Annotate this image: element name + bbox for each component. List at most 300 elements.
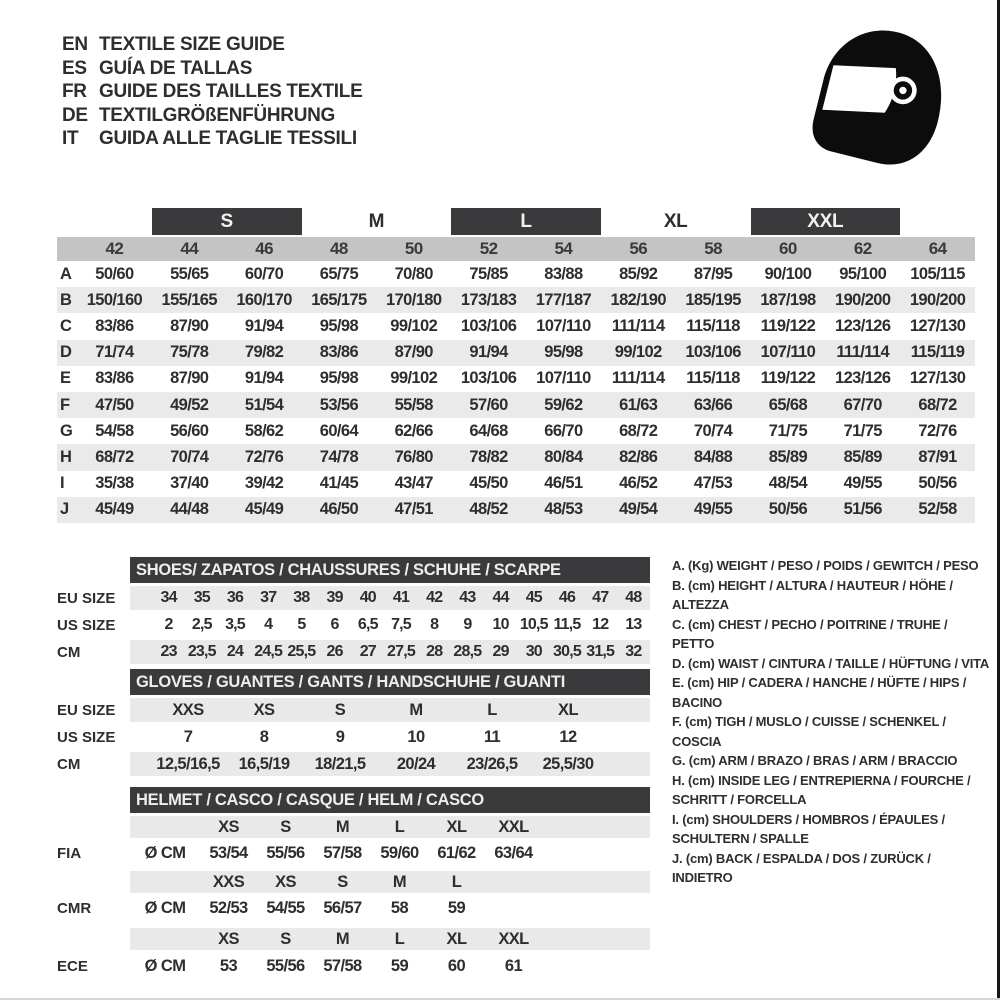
size-cell: 10 xyxy=(407,727,425,746)
size-cell: 111/114 xyxy=(611,316,665,335)
row-sizes xyxy=(130,816,650,838)
size-header-cell: XS xyxy=(218,929,239,948)
size-cell: 70/74 xyxy=(693,421,733,440)
language-title: GUÍA DE TALLAS xyxy=(99,57,253,79)
size-cell: 67/70 xyxy=(843,395,882,414)
size-cell: 127/130 xyxy=(909,369,966,388)
size-header-cell: M xyxy=(392,872,407,891)
table-row xyxy=(57,894,650,922)
column-header: 64 xyxy=(928,239,947,258)
size-cell: 8 xyxy=(430,616,439,633)
column-header: 54 xyxy=(554,239,573,258)
size-cell: 28 xyxy=(426,643,443,660)
size-cell: 46 xyxy=(558,589,576,606)
language-row xyxy=(62,80,362,104)
size-cell: 61 xyxy=(504,956,523,975)
row-values xyxy=(130,698,650,722)
size-group-header-row xyxy=(57,208,975,235)
table-row xyxy=(57,952,650,980)
size-cell: 45/50 xyxy=(469,474,508,493)
size-cell: 111/114 xyxy=(836,343,890,362)
column-header: 50 xyxy=(404,239,423,258)
size-cell: 54/58 xyxy=(95,421,134,440)
size-cell: 11,5 xyxy=(553,616,581,633)
size-cell: 99/102 xyxy=(390,316,438,335)
size-cell: 10,5 xyxy=(519,616,548,633)
size-cell: 59 xyxy=(447,898,466,917)
size-cell: 41/45 xyxy=(319,474,359,493)
row-letter: C xyxy=(60,316,72,335)
legend-item: F. (cm) TIGH / MUSLO / CUISSE / SCHENKEL / COSCIA xyxy=(672,714,946,749)
size-cell: 27 xyxy=(359,643,376,660)
size-cell: 70/74 xyxy=(170,447,209,466)
size-cell: 8 xyxy=(259,727,269,746)
size-cell: 26 xyxy=(326,643,343,660)
size-cell: 5 xyxy=(297,616,306,633)
racing-helmet-icon xyxy=(803,24,959,168)
row-values xyxy=(130,640,650,664)
size-cell: 44 xyxy=(492,589,509,606)
size-cell: 49/52 xyxy=(170,395,209,414)
size-cell: 190/200 xyxy=(909,290,966,309)
size-cell: 103/106 xyxy=(460,369,517,388)
size-cell: 48/54 xyxy=(768,474,808,493)
size-cell: 23 xyxy=(160,643,177,660)
size-cell: 47 xyxy=(592,589,609,606)
language-title: GUIDE DES TAILLES TEXTILE xyxy=(99,81,363,102)
helmet-size-table xyxy=(57,787,650,980)
size-cell: 71/75 xyxy=(843,421,882,440)
size-cell: 56/57 xyxy=(323,898,362,917)
size-cell: 91/94 xyxy=(244,316,284,335)
size-cell: 58 xyxy=(390,898,409,917)
size-cell: 64/68 xyxy=(469,421,508,440)
size-cell: 103/106 xyxy=(460,316,517,335)
size-group-m: M xyxy=(368,210,385,232)
size-cell: 68/72 xyxy=(95,447,134,466)
table-row xyxy=(57,928,650,950)
size-header-cell: M xyxy=(335,929,350,948)
size-cell: 66/70 xyxy=(544,421,583,440)
column-header: 42 xyxy=(105,239,124,258)
unit-cell: Ø CM xyxy=(144,843,186,862)
size-cell: 4 xyxy=(264,616,273,633)
row-label: CM xyxy=(57,755,81,773)
size-cell: 49/54 xyxy=(619,500,658,519)
row-label: CM xyxy=(57,643,81,661)
row-sizes xyxy=(130,928,650,950)
column-header-row xyxy=(57,237,975,261)
size-cell: 82/86 xyxy=(619,447,658,466)
size-cell: 71/74 xyxy=(95,343,134,362)
gloves-table-title: GLOVES / GUANTES / GANTS / HANDSCHUHE / GUANTI xyxy=(130,669,650,695)
language-title: TEXTILGRÖßENFÜHRUNG xyxy=(99,104,336,126)
size-cell: 48/53 xyxy=(544,500,583,519)
size-cell: 59 xyxy=(390,956,409,975)
size-group-s: S xyxy=(152,208,302,235)
table-row xyxy=(57,313,975,339)
legend-item: E. (cm) HIP / CADERA / HANCHE / HÜFTE / HIPS / BACINO xyxy=(672,675,967,710)
size-cell: 23/26,5 xyxy=(466,754,518,773)
size-cell: XL xyxy=(558,700,578,719)
table-row xyxy=(57,752,650,776)
size-cell: 30 xyxy=(525,643,542,660)
size-cell: 103/106 xyxy=(685,343,741,362)
column-header: 60 xyxy=(779,239,797,258)
size-cell: 95/98 xyxy=(319,369,359,388)
size-cell: 55/56 xyxy=(266,956,305,975)
legend-item: C. (cm) CHEST / PECHO / POITRINE / TRUHE / PETTO xyxy=(672,616,948,651)
gloves-size-table xyxy=(57,669,650,776)
size-cell: 87/90 xyxy=(170,369,209,388)
size-cell: XS xyxy=(253,700,275,719)
legend-item: B. (cm) HEIGHT / ALTURA / HAUTEUR / HÖHE / ALTEZZA xyxy=(672,577,953,612)
size-cell: 84/88 xyxy=(693,447,733,466)
size-cell: M xyxy=(409,700,423,719)
size-cell: 29 xyxy=(492,643,509,660)
size-cell: 42 xyxy=(426,589,443,606)
size-cell: 61/62 xyxy=(437,843,476,862)
language-row xyxy=(62,57,362,81)
size-cell: 83/86 xyxy=(319,343,359,362)
size-cell: 40 xyxy=(359,589,376,606)
size-cell: 127/130 xyxy=(909,316,966,335)
size-cell: 51/54 xyxy=(244,395,284,414)
size-cell: 38 xyxy=(293,589,310,606)
size-cell: 39/42 xyxy=(244,474,284,493)
size-cell: 39 xyxy=(326,589,343,606)
table-row xyxy=(57,261,975,287)
shoes-table-title: SHOES/ ZAPATOS / CHAUSSURES / SCHUHE / SCARPE xyxy=(130,557,650,583)
size-cell: 35 xyxy=(193,589,210,606)
column-header: 46 xyxy=(255,239,273,258)
row-label: US SIZE xyxy=(57,616,116,634)
column-header: 56 xyxy=(629,239,648,258)
legend-item: G. (cm) ARM / BRAZO / BRAS / ARM / BRACCIO xyxy=(672,753,958,768)
row-sizes xyxy=(130,871,650,893)
size-cell: 24 xyxy=(226,643,244,660)
row-label: EU SIZE xyxy=(57,701,116,719)
size-cell: 11 xyxy=(483,727,501,746)
row-letter: J xyxy=(60,500,70,519)
size-cell: 62/66 xyxy=(394,421,433,440)
table-row xyxy=(57,497,975,523)
size-header-cell: XS xyxy=(275,872,296,891)
size-cell: 68/72 xyxy=(918,395,957,414)
size-cell: 32 xyxy=(625,643,642,660)
size-cell: 90/100 xyxy=(764,264,812,283)
size-cell: 170/180 xyxy=(386,290,442,309)
unit-cell: Ø CM xyxy=(144,898,186,917)
size-cell: 27,5 xyxy=(387,643,415,660)
size-cell: 48 xyxy=(625,589,642,606)
column-header: 58 xyxy=(704,239,722,258)
size-cell: 49/55 xyxy=(693,500,733,519)
textile-size-table xyxy=(57,208,975,523)
size-cell: 75/78 xyxy=(170,343,209,362)
row-letter: F xyxy=(60,395,71,414)
size-cell: 56/60 xyxy=(170,421,209,440)
size-cell: 46/52 xyxy=(619,474,658,493)
size-cell: 59/62 xyxy=(544,395,583,414)
row-label-fia: FIA xyxy=(57,844,82,862)
row-letter: I xyxy=(60,474,65,493)
size-cell: 28,5 xyxy=(453,643,482,660)
row-values xyxy=(130,586,650,610)
row-letter: D xyxy=(60,343,72,362)
size-cell: 115/119 xyxy=(910,343,965,362)
unit-cell: Ø CM xyxy=(144,956,186,975)
size-cell: 23,5 xyxy=(187,643,216,660)
size-cell: 30,5 xyxy=(553,643,581,660)
size-cell: 37 xyxy=(260,589,277,606)
size-cell: 9 xyxy=(463,616,472,633)
row-label: EU SIZE xyxy=(57,589,116,607)
size-cell: 45 xyxy=(525,589,542,606)
language-code: ES xyxy=(62,57,87,79)
size-cell: 87/90 xyxy=(170,316,209,335)
size-cell: 115/118 xyxy=(686,316,740,335)
table-row xyxy=(57,340,975,366)
size-cell: 173/183 xyxy=(460,290,517,309)
size-cell: 75/85 xyxy=(469,264,508,283)
table-row xyxy=(57,698,650,722)
size-cell: 119/122 xyxy=(760,316,816,335)
size-cell: 46/51 xyxy=(544,474,583,493)
language-title: TEXTILE SIZE GUIDE xyxy=(99,34,285,55)
size-cell: 63/66 xyxy=(693,395,733,414)
size-cell: 107/110 xyxy=(760,343,816,362)
size-header-cell: M xyxy=(335,817,350,836)
size-header-cell: L xyxy=(394,817,405,836)
size-cell: 46/50 xyxy=(319,500,359,519)
size-cell: 12 xyxy=(559,727,577,746)
size-cell: 57/60 xyxy=(469,395,508,414)
size-cell: S xyxy=(334,700,346,719)
size-cell: 52/58 xyxy=(918,500,957,519)
table-row xyxy=(57,287,975,313)
legend-item: J. (cm) BACK / ESPALDA / DOS / ZURÜCK / INDIETRO xyxy=(672,850,931,885)
size-cell: 25,5/30 xyxy=(542,754,594,773)
size-cell: 87/95 xyxy=(693,264,733,283)
size-cell: 7 xyxy=(183,727,193,746)
size-cell: 105/115 xyxy=(910,264,965,283)
size-header-cell: XXL xyxy=(498,817,529,836)
size-cell: 13 xyxy=(625,616,642,633)
size-cell: 190/200 xyxy=(835,290,891,309)
size-cell: 44/48 xyxy=(170,500,209,519)
size-cell: 45/49 xyxy=(244,500,284,519)
size-cell: 87/90 xyxy=(394,343,433,362)
size-header-cell: XXL xyxy=(498,929,529,948)
size-cell: 60/70 xyxy=(244,264,284,283)
size-cell: 150/160 xyxy=(86,290,143,309)
size-cell: 63/64 xyxy=(494,843,533,862)
language-row xyxy=(62,104,362,128)
row-values xyxy=(130,613,650,637)
size-header-cell: XXS xyxy=(212,872,245,891)
size-cell: 51/56 xyxy=(843,500,882,519)
row-letter: A xyxy=(60,264,72,283)
table-row xyxy=(57,471,975,497)
legend-item: D. (cm) WAIST / CINTURA / TAILLE / HÜFTUNG / VITA xyxy=(672,655,990,671)
size-cell: 57/58 xyxy=(323,843,362,862)
size-cell: 50/60 xyxy=(95,264,134,283)
legend-item: H. (cm) INSIDE LEG / ENTREPIERNA / FOURCHE / SCHRITT / FORCELLA xyxy=(672,772,971,807)
size-cell: 85/89 xyxy=(768,447,808,466)
size-cell: 60/64 xyxy=(319,421,359,440)
size-cell: 18/21,5 xyxy=(314,754,366,773)
size-cell: 83/88 xyxy=(544,264,583,283)
size-cell: 49/55 xyxy=(843,474,882,493)
row-label xyxy=(57,816,130,838)
size-cell: 47/53 xyxy=(693,474,733,493)
size-cell: 10 xyxy=(492,616,509,633)
size-header-cell: S xyxy=(280,817,291,836)
size-cell: 43/47 xyxy=(394,474,433,493)
language-code: FR xyxy=(62,81,87,102)
row-values xyxy=(130,952,650,980)
size-cell: 71/75 xyxy=(768,421,808,440)
size-cell: 185/195 xyxy=(685,290,741,309)
table-row xyxy=(57,871,650,893)
column-header: 44 xyxy=(180,239,199,258)
size-cell: 58/62 xyxy=(244,421,284,440)
size-cell: 55/58 xyxy=(394,395,433,414)
row-letter: G xyxy=(60,421,73,440)
legend-item: A. (Kg) WEIGHT / PESO / POIDS / GEWITCH / PESO xyxy=(672,558,979,573)
size-group-xl: XL xyxy=(663,210,688,232)
size-cell: 107/110 xyxy=(536,369,591,388)
size-cell: 80/84 xyxy=(544,447,583,466)
size-cell: 57/58 xyxy=(323,956,362,975)
size-cell: 68/72 xyxy=(619,421,658,440)
size-cell: 47/51 xyxy=(394,500,433,519)
size-cell: 53/56 xyxy=(319,395,359,414)
size-cell: 20/24 xyxy=(396,754,436,773)
size-cell: 60 xyxy=(447,956,466,975)
column-header: 62 xyxy=(853,239,872,258)
size-cell: 31,5 xyxy=(586,643,615,660)
size-cell: 72/76 xyxy=(244,447,284,466)
size-cell: 123/126 xyxy=(835,369,891,388)
column-header: 48 xyxy=(330,239,348,258)
table-row xyxy=(57,366,975,392)
language-code: IT xyxy=(62,128,79,149)
size-cell: 91/94 xyxy=(469,343,508,362)
row-label-cmr: CMR xyxy=(57,899,92,917)
size-cell: 6,5 xyxy=(357,616,378,633)
size-cell: 36 xyxy=(226,589,244,606)
size-header-cell: S xyxy=(280,929,291,948)
size-cell: 74/78 xyxy=(319,447,359,466)
row-values xyxy=(130,894,650,922)
language-code: DE xyxy=(62,104,88,126)
row-letter: E xyxy=(60,369,72,388)
size-cell: 115/118 xyxy=(686,369,740,388)
size-cell: L xyxy=(487,700,497,719)
size-cell: 160/170 xyxy=(236,290,292,309)
size-cell: 177/187 xyxy=(535,290,592,309)
size-cell: 55/56 xyxy=(266,843,305,862)
table-row xyxy=(57,613,650,637)
size-group-l: L xyxy=(451,208,601,235)
size-cell: XXS xyxy=(172,700,204,719)
size-cell: 119/122 xyxy=(760,369,816,388)
size-cell: 53 xyxy=(219,956,238,975)
table-row xyxy=(57,418,975,444)
size-cell: 43 xyxy=(459,589,476,606)
size-cell: 72/76 xyxy=(918,421,957,440)
size-cell: 12,5/16,5 xyxy=(156,754,220,773)
size-cell: 83/86 xyxy=(95,316,134,335)
measurement-legend xyxy=(672,556,992,888)
size-header-cell: L xyxy=(394,929,405,948)
size-cell: 61/63 xyxy=(619,395,658,414)
row-label-ece: ECE xyxy=(57,957,88,975)
size-cell: 16,5/19 xyxy=(238,754,290,773)
size-cell: 7,5 xyxy=(391,616,411,633)
size-cell: 35/38 xyxy=(95,474,134,493)
size-cell: 155/165 xyxy=(161,290,217,309)
size-cell: 187/198 xyxy=(760,290,816,309)
size-cell: 78/82 xyxy=(469,447,508,466)
size-group-xxl: XXL xyxy=(751,208,901,235)
size-cell: 53/54 xyxy=(209,843,248,862)
size-cell: 50/56 xyxy=(768,500,808,519)
size-cell: 47/50 xyxy=(95,395,134,414)
table-row xyxy=(57,839,650,867)
size-cell: 99/102 xyxy=(390,369,438,388)
size-cell: 65/68 xyxy=(768,395,808,414)
size-cell: 50/56 xyxy=(918,474,957,493)
size-cell: 123/126 xyxy=(835,316,891,335)
shoes-size-table xyxy=(57,557,650,664)
size-cell: 45/49 xyxy=(95,500,134,519)
size-cell: 182/190 xyxy=(610,290,666,309)
size-header-cell: XS xyxy=(218,817,239,836)
table-row xyxy=(57,586,650,610)
size-header-cell: XL xyxy=(446,817,467,836)
size-cell: 87/91 xyxy=(918,447,957,466)
row-values xyxy=(130,725,650,749)
size-cell: 76/80 xyxy=(394,447,433,466)
size-cell: 59/60 xyxy=(380,843,419,862)
size-cell: 111/114 xyxy=(611,369,665,388)
legend-item: I. (cm) SHOULDERS / HOMBROS / ÉPAULES / SCHULTERN / SPALLE xyxy=(672,811,945,846)
helmet-table-title: HELMET / CASCO / CASQUE / HELM / CASCO xyxy=(130,787,650,813)
language-title: GUIDA ALLE TAGLIE TESSILI xyxy=(99,128,357,149)
table-row xyxy=(57,816,650,838)
size-cell: 2,5 xyxy=(191,616,212,633)
size-cell: 85/89 xyxy=(843,447,882,466)
row-letter: H xyxy=(60,447,72,466)
size-cell: 65/75 xyxy=(319,264,359,283)
size-cell: 85/92 xyxy=(619,264,658,283)
size-cell: 165/175 xyxy=(311,290,367,309)
row-label: US SIZE xyxy=(57,728,116,746)
table-row xyxy=(57,444,975,470)
size-cell: 55/65 xyxy=(170,264,209,283)
size-cell: 2 xyxy=(164,616,173,633)
column-header: 52 xyxy=(479,239,498,258)
row-values xyxy=(130,839,650,867)
size-cell: 95/100 xyxy=(839,264,887,283)
row-label xyxy=(57,928,130,950)
size-cell: 6 xyxy=(330,616,339,633)
size-cell: 54/55 xyxy=(266,898,305,917)
size-cell: 95/98 xyxy=(544,343,583,362)
